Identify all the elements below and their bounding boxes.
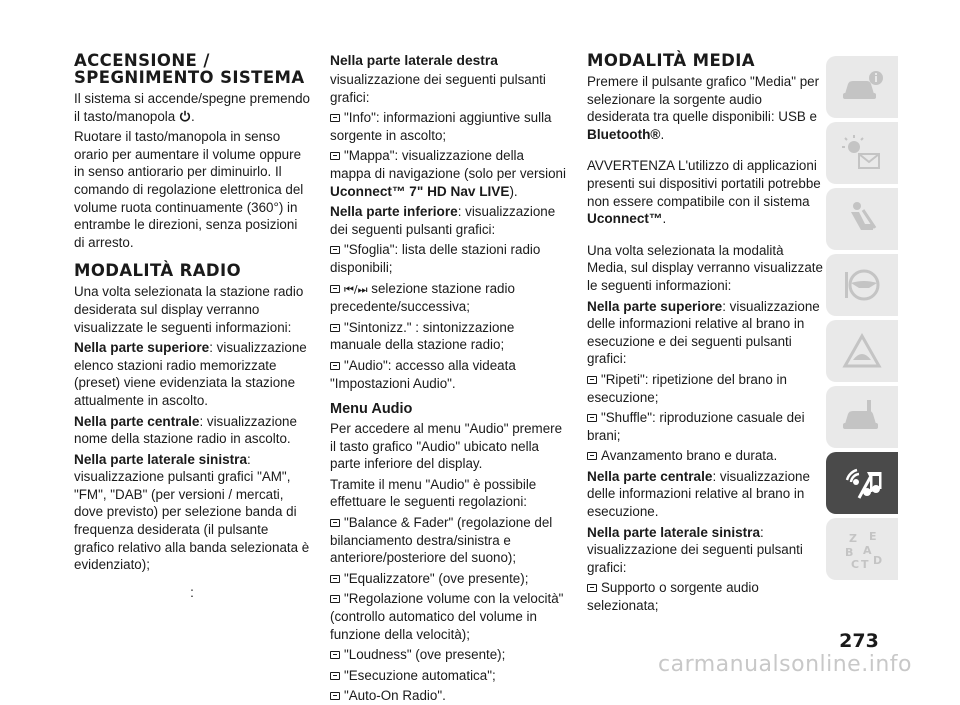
paragraph: Ruotare il tasto/manopola in senso orario per aumentare il volume oppure in senso antiorario per diminuirlo. Il comando di regolazione elettronica del volume ruota continuamente (360°) in entrambe le direzioni, senza posizioni di arresto.: [74, 129, 304, 250]
list-item: "Ripeti": ripetizione del brano in esecuzione;: [587, 371, 787, 405]
section-heading-accensione: ACCENSIONE / SPEGNIMENTO SISTEMA: [74, 51, 305, 87]
tab-warning-lights[interactable]: [826, 122, 898, 184]
subheading-laterale-destra: Nella parte laterale destra: [330, 53, 498, 68]
paragraph: AVVERTENZA L'utilizzo di applicazioni presenti sui dispositivi portatili potrebbe non essere compatibile con il sistema Uconnect™.: [587, 158, 821, 227]
column-2: [330, 52, 566, 705]
paragraph: Nella parte centrale: visualizzazione delle informazioni relative al brano in esecuzione.: [587, 468, 810, 520]
bullet-icon: [587, 584, 597, 592]
list-item: "Loudness" (ove presente);: [330, 646, 566, 664]
paragraph: Una volta selezionata la stazione radio desiderata sul display verranno visualizzate le seguenti informazioni:: [74, 284, 304, 335]
tab-car-info[interactable]: [826, 56, 898, 118]
section-heading-radio: MODALITÀ RADIO: [74, 261, 241, 281]
page-number: 273: [839, 630, 879, 652]
subheading-menu-audio: Menu Audio: [330, 401, 413, 418]
bullet-icon: [330, 672, 340, 680]
tab-index[interactable]: [826, 518, 898, 580]
bullet-icon: [330, 324, 340, 332]
list-item: "Equalizzatore" (ove presente);: [330, 570, 566, 588]
paragraph: Nella parte laterale sinistra: visualizzazione pulsanti grafici "AM", "FM", "DAB" (per versioni / mercati, dove previsto) per selezione banda di frequenza desiderata (il pulsante grafico relativo alla banda selezionata è evidenziato);: [74, 451, 310, 573]
chapter-tabs: [826, 56, 898, 584]
tab-maintenance[interactable]: [826, 386, 898, 448]
bullet-icon: [330, 595, 340, 603]
index-letter: C: [851, 558, 860, 570]
list-item: "Esecuzione automatica";: [330, 667, 566, 685]
paragraph: Nella parte centrale: visualizzazione nome della stazione radio in ascolto.: [74, 413, 297, 447]
stray-colon: :: [190, 584, 194, 600]
bullet-icon: [330, 651, 340, 659]
index-letters-icon: [839, 528, 885, 570]
paragraph: Premere il pulsante grafico "Media" per selezionare la sorgente audio desiderata tra quelle disponibili: USB e Bluetooth®.: [587, 74, 820, 142]
watermark: carmanualsonline.info: [658, 652, 912, 677]
paragraph: visualizzazione dei seguenti pulsanti grafici:: [330, 72, 546, 105]
list-item: Supporto o sorgente audio selezionata;: [587, 580, 759, 614]
paragraph: Una volta selezionata la modalità Media, sul display verranno visualizzate le seguenti informazioni:: [587, 242, 823, 293]
list-item: "Info": informazioni aggiuntive sulla sorgente in ascolto;: [330, 110, 552, 143]
list-item: "Sintonizz." : sintonizzazione manuale della stazione radio;: [330, 319, 515, 353]
tab-emergency[interactable]: [826, 320, 898, 382]
list-item: "Balance & Fader" (regolazione del bilanciamento destra/sinistra e anteriore/posteriore del suono);: [330, 515, 553, 566]
list-item: "Auto-On Radio".: [330, 687, 566, 705]
tab-multimedia[interactable]: [826, 452, 898, 514]
seat-airbag-icon: [839, 198, 885, 240]
bullet-icon: [330, 152, 340, 160]
bullet-icon: [330, 362, 340, 370]
index-letter: T: [861, 558, 869, 570]
bullet-icon: [587, 414, 597, 422]
list-item: "Regolazione volume con la velocità" (controllo automatico del volume in funzione della velocità);: [330, 591, 564, 642]
tab-starting-driving[interactable]: [826, 254, 898, 316]
section-heading-media: MODALITÀ MEDIA: [587, 51, 755, 70]
power-knob-icon: [179, 110, 191, 122]
column-1: [74, 52, 310, 601]
paragraph: Per accedere al menu "Audio" premere il tasto grafico "Audio" ubicato nella parte inferiore del display.: [330, 421, 563, 472]
tab-safety[interactable]: [826, 188, 898, 250]
warning-lights-icon: [839, 132, 885, 174]
index-letter: A: [863, 544, 872, 557]
bullet-icon: [330, 246, 340, 254]
paragraph: Nella parte inferiore: visualizzazione dei seguenti pulsanti grafici:: [330, 204, 556, 237]
list-item: "Mappa": visualizzazione della mappa di navigazione (solo per versioni Uconnect™ 7" HD Nav LIVE).: [330, 148, 566, 199]
bullet-icon: [330, 575, 340, 583]
bullet-icon: [330, 285, 340, 293]
paragraph: Tramite il menu "Audio" è possibile effettuare le seguenti regolazioni:: [330, 476, 537, 510]
paragraph: Nella parte superiore: visualizzazione elenco stazioni radio memorizzate (preset) viene evidenziata la stazione attualmente in ascolto.: [74, 340, 307, 408]
bullet-icon: [330, 692, 340, 700]
steering-wheel-icon: [839, 264, 885, 306]
bullet-icon: [587, 376, 597, 384]
index-letter: D: [873, 554, 883, 567]
column-3: [587, 52, 823, 615]
index-letter: E: [869, 530, 877, 543]
paragraph: Il sistema si accende/spegne premendo il tasto/manopola .: [74, 91, 310, 124]
emergency-icon: [839, 330, 885, 372]
list-item: "Sfoglia": lista delle stazioni radio disponibili;: [330, 242, 541, 275]
bullet-icon: [587, 452, 597, 460]
list-item: "Shuffle": riproduzione casuale dei brani;: [587, 410, 805, 443]
bullet-icon: [330, 519, 340, 527]
list-item: Avanzamento brano e durata.: [587, 447, 823, 465]
paragraph: Nella parte laterale sinistra: visualizzazione dei seguenti pulsanti grafici:: [587, 524, 803, 575]
multimedia-icon: [839, 462, 885, 504]
index-letter: B: [845, 546, 854, 559]
bullet-icon: [330, 114, 340, 122]
index-letter: Z: [849, 532, 857, 545]
list-item: ⏮/⏭ selezione stazione radio precedente/successiva;: [330, 280, 515, 315]
list-item: "Audio": accesso alla videata "Impostazioni Audio".: [330, 357, 516, 391]
car-info-icon: [839, 66, 885, 108]
paragraph: Nella parte superiore: visualizzazione delle informazioni relative al brano in esecuzione e dei seguenti pulsanti grafici:: [587, 298, 820, 367]
maintenance-car-icon: [839, 396, 885, 438]
prev-next-icon: ⏮/⏭: [344, 282, 368, 296]
